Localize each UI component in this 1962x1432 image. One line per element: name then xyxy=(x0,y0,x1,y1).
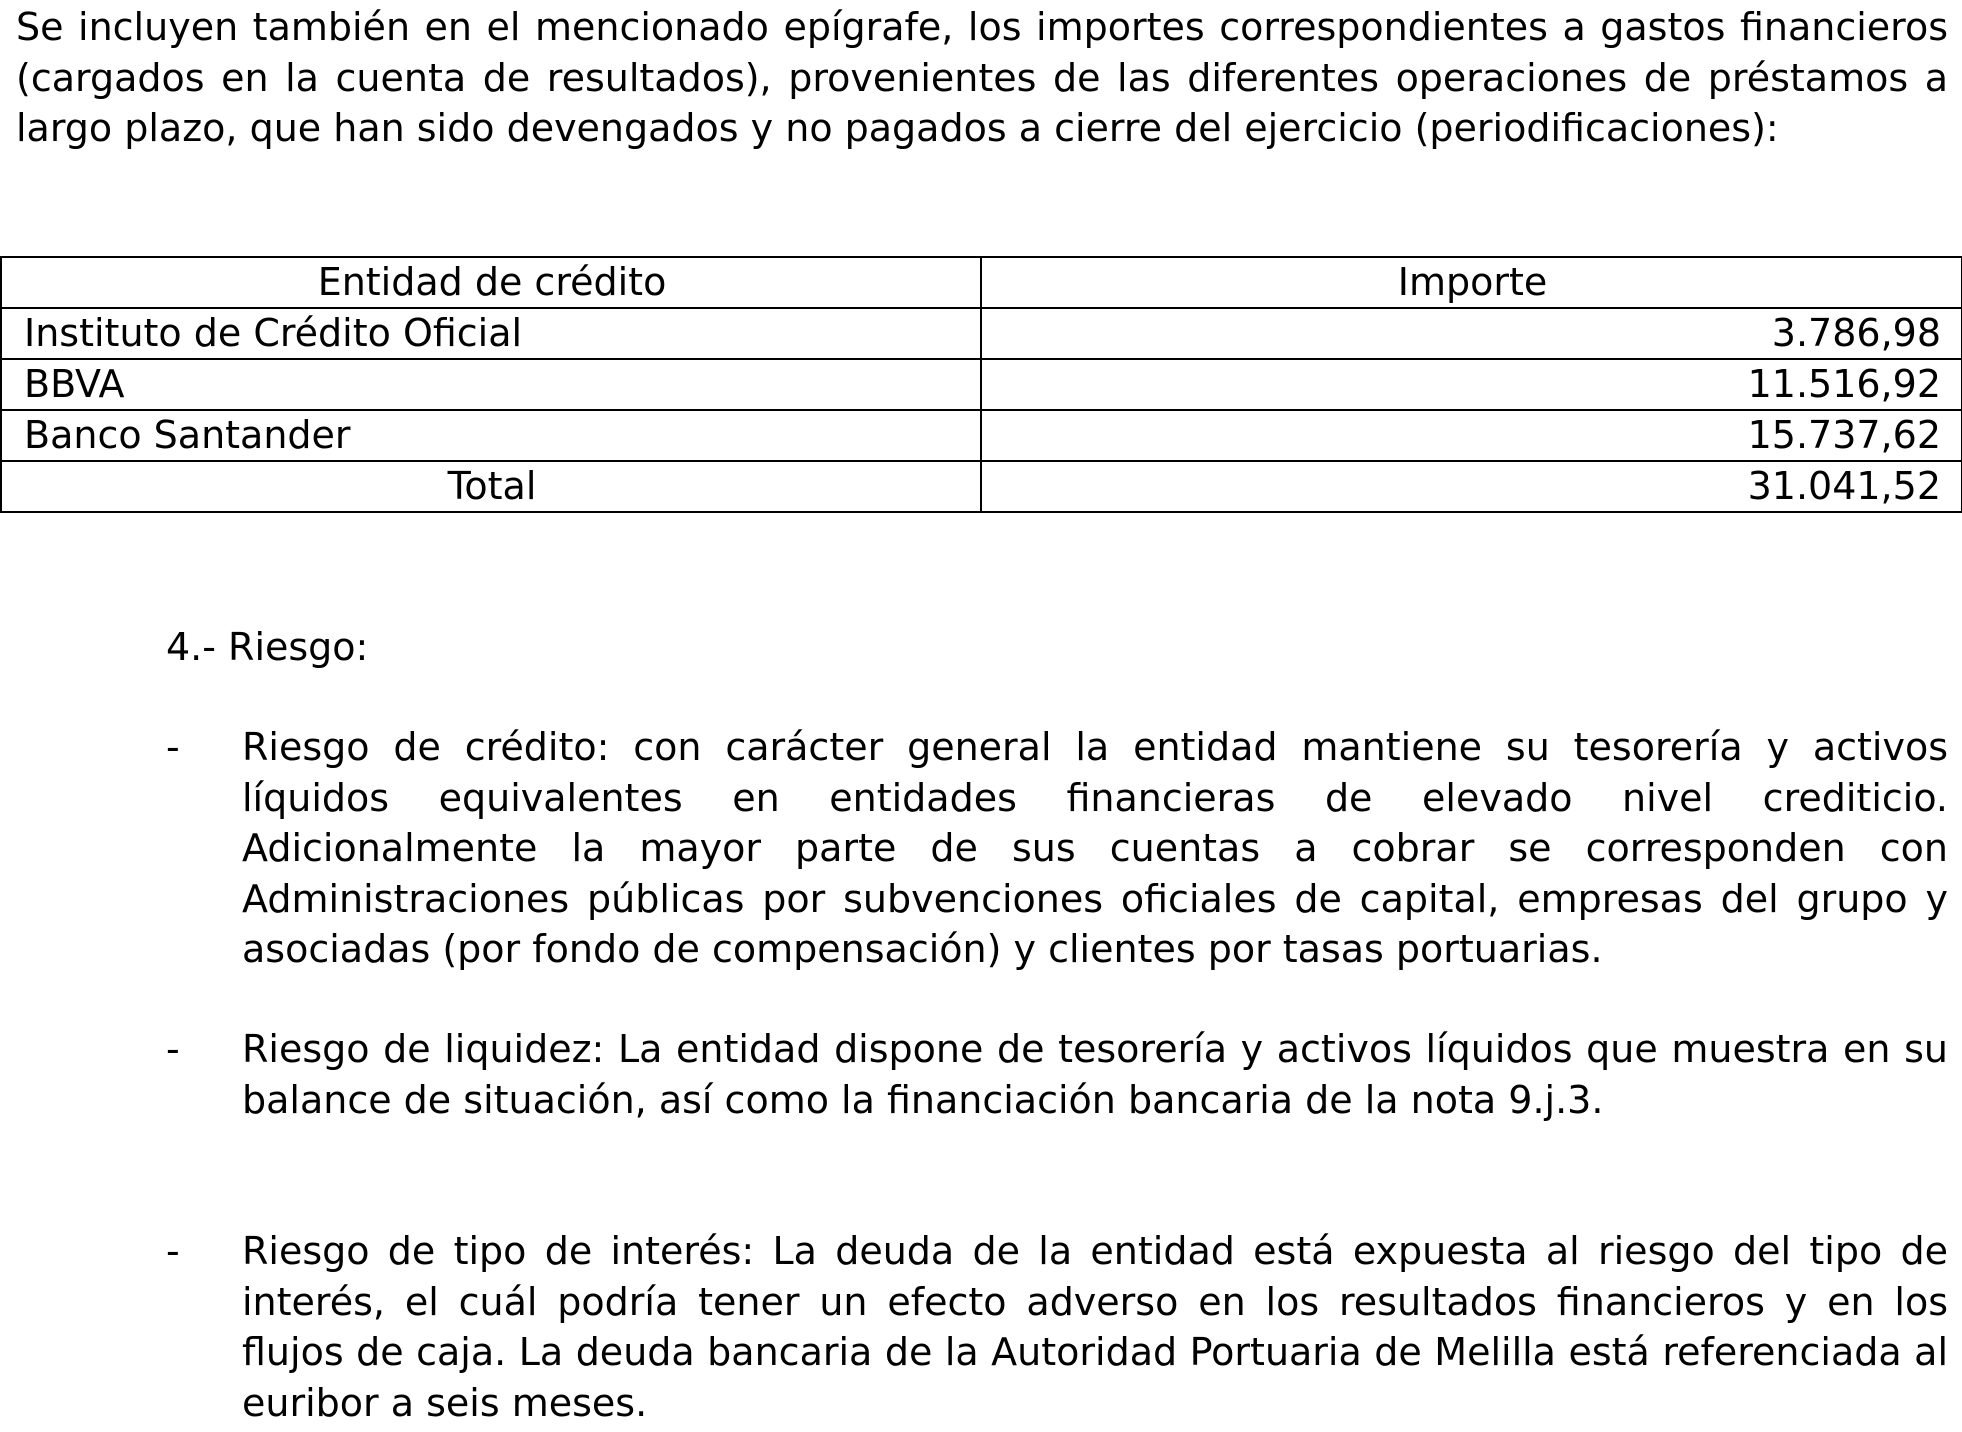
bullet-dash: - xyxy=(166,725,180,769)
risk-credit-text: Riesgo de crédito: con carácter general la entidad mantiene su tesorería y activos líquidos equivalentes en entidades financieras de elevado nivel crediticio. Adicionalmente la mayor parte de sus cuentas a cobrar se corresponden con Administraciones públicas por subvenciones oficiales de capital, empresas del grupo y asociadas (por fondo de compensación) y clientes por tasas portuarias. xyxy=(242,725,1948,971)
risk-interest-rate-text: Riesgo de tipo de interés: La deuda de la entidad está expuesta al riesgo del tipo de interés, el cuál podría tener un efecto adverso en los resultados financieros y en los flujos de caja. La deuda bancaria de la Autoridad Portuaria de Melilla está referenciada al euribor a seis meses. xyxy=(242,1229,1948,1425)
table-total-row xyxy=(1,461,1962,512)
table-row xyxy=(1,308,1962,359)
entity-cell: BBVA xyxy=(1,359,981,410)
section-heading: 4.- Riesgo: xyxy=(166,625,369,669)
bullet-dash: - xyxy=(166,1229,180,1273)
bullet-dash: - xyxy=(166,1027,180,1071)
entity-cell: Instituto de Crédito Oficial xyxy=(1,308,981,359)
amount-cell: 11.516,92 xyxy=(981,359,1962,410)
amount-cell: 15.737,62 xyxy=(981,410,1962,461)
table-row xyxy=(1,359,1962,410)
total-amount: 31.041,52 xyxy=(981,461,1962,512)
credit-interest-table xyxy=(0,256,1962,513)
entity-cell: Banco Santander xyxy=(1,410,981,461)
table-header-row xyxy=(1,257,1962,308)
intro-paragraph: Se incluyen también en el mencionado epígrafe, los importes correspondientes a gastos financieros (cargados en la cuenta de resultados), provenientes de las diferentes operaciones de préstamos a largo plazo, que han sido devengados y no pagados a cierre del ejercicio (periodificaciones): xyxy=(16,5,1948,150)
total-label: Total xyxy=(1,461,981,512)
table-row xyxy=(1,410,1962,461)
risk-liquidity-text: Riesgo de liquidez: La entidad dispone de tesorería y activos líquidos que muestra en su balance de situación, así como la financiación bancaria de la nota 9.j.3. xyxy=(242,1027,1948,1122)
column-header-entity: Entidad de crédito xyxy=(1,257,981,308)
column-header-amount: Importe xyxy=(981,257,1962,308)
amount-cell: 3.786,98 xyxy=(981,308,1962,359)
